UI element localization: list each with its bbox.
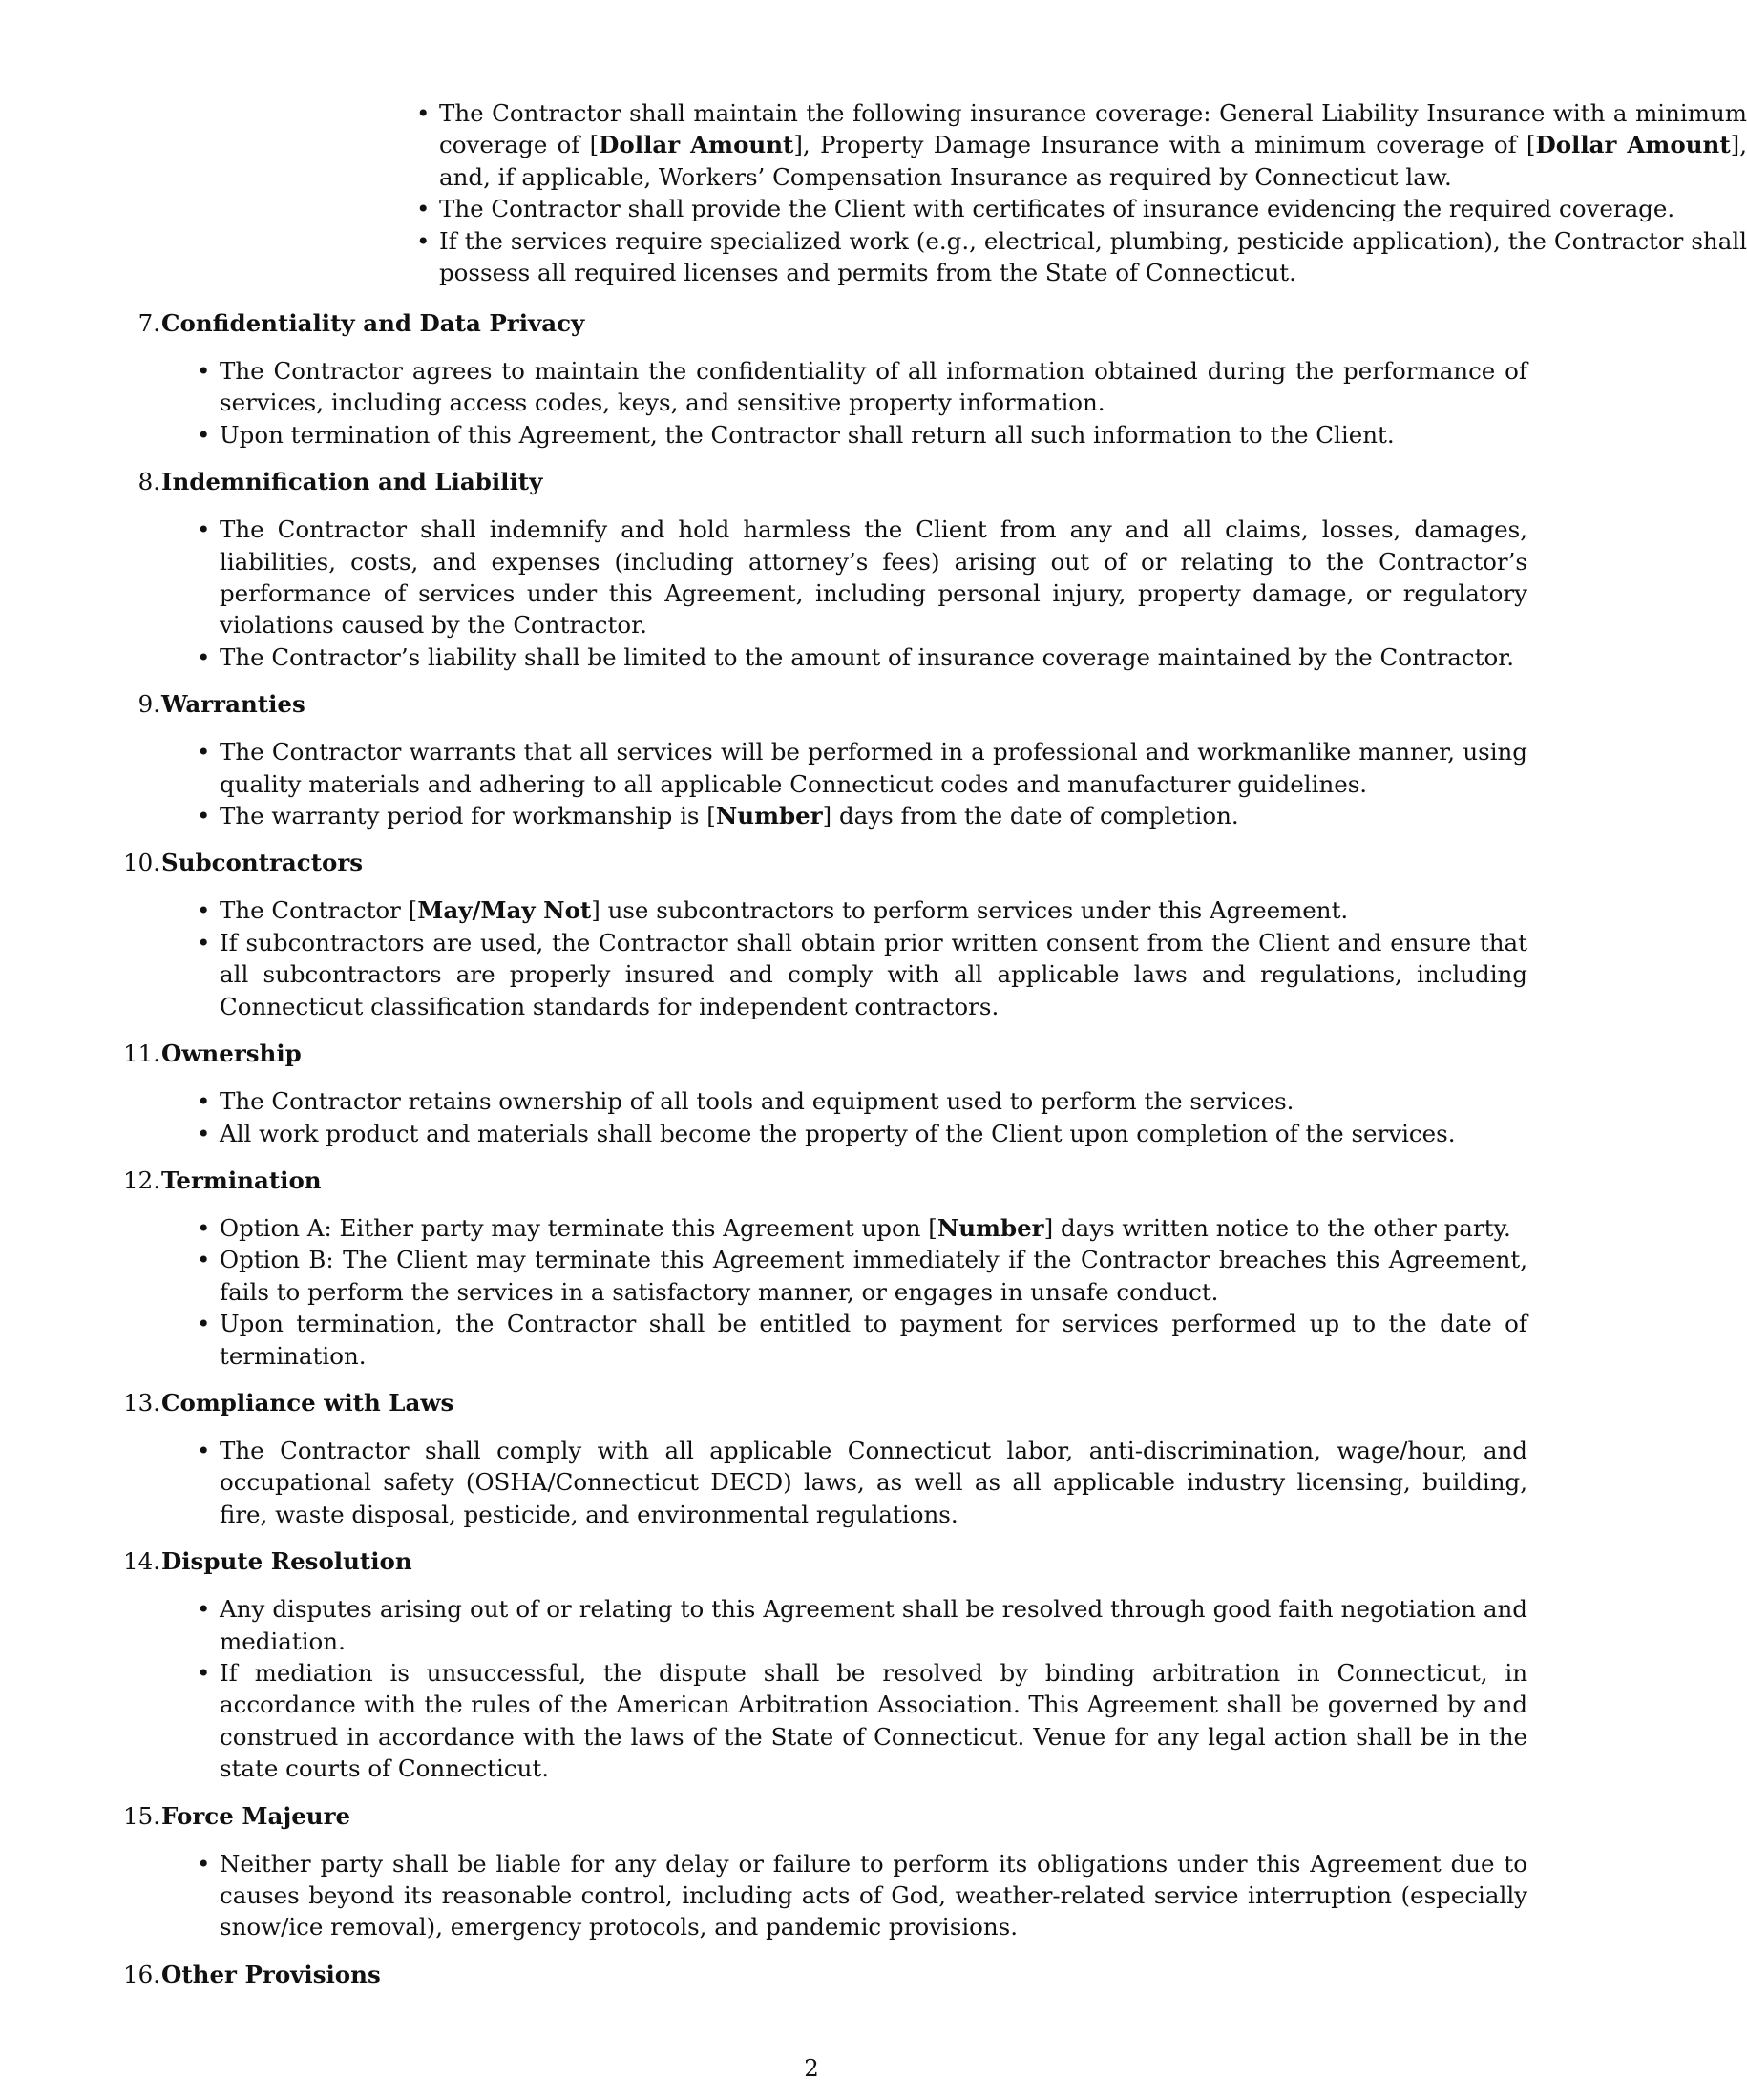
- bullet-item: [220, 1244, 1527, 1308]
- section-number: 9.: [137, 690, 160, 719]
- bullet-text: The Contractor shall maintain the following insurance coverage: General Liability Insurance with a minimum coverage of [: [439, 99, 1747, 159]
- bullet-text: If the services require specialized work (e.g., electrical, plumbing, pesticide application), the Contractor shall possess all required licenses and permits from the State of Connecticut.: [439, 226, 1747, 287]
- bullet-item: [220, 1848, 1527, 1943]
- section-title: Indemnification and Liability: [161, 468, 543, 496]
- bullet-text: ], Property Damage Insurance with a minimum coverage of [: [793, 131, 1536, 159]
- section: [0, 688, 1623, 831]
- bullet-text: The Contractor retains ownership of all tools and equipment used to perform the services.: [220, 1087, 1294, 1116]
- section-title: Confidentiality and Data Privacy: [161, 309, 585, 337]
- bullet-text: The warranty period for workmanship is [: [220, 802, 716, 830]
- placeholder-field-text: Dollar Amount: [1535, 131, 1731, 159]
- section: [0, 1387, 1623, 1530]
- bullet-text: The Contractor’s liability shall be limited to the amount of insurance coverage maintained by the Contractor.: [220, 642, 1515, 671]
- bullet-item: [220, 1593, 1527, 1657]
- bullet-text: If subcontractors are used, the Contractor shall obtain prior written consent from the Client and ensure that all subcontractors are properly insured and comply with all applicable laws and regulations, including Connecticut classification standards for independent contractors.: [220, 928, 1527, 1020]
- section: [0, 1545, 1623, 1784]
- section-heading: [0, 307, 1623, 340]
- bullet-text: ] days written notice to the other party.: [1043, 1213, 1511, 1242]
- bullet-text: Upon termination of this Agreement, the Contractor shall return all such information to the Client.: [220, 420, 1395, 449]
- section-heading: [0, 1959, 1623, 1991]
- section-bullet-list: [0, 1593, 1527, 1784]
- bullet-text: ], and, if applicable, Workers’ Compensation Insurance as required by Connecticut law.: [439, 131, 1747, 191]
- section-heading: [0, 466, 1623, 498]
- bullet-item: [220, 1118, 1527, 1149]
- bullet-item: [220, 514, 1527, 641]
- section-bullet-list: [0, 736, 1527, 831]
- section: [0, 847, 1623, 1022]
- bullet-item: [220, 1308, 1527, 1372]
- bullet-item: [220, 1435, 1527, 1530]
- bullet-item: [439, 193, 1747, 224]
- section-number: 16.: [123, 1960, 160, 1988]
- bullet-text: ] use subcontractors to perform services under this Agreement.: [591, 896, 1349, 925]
- bullet-item: [220, 736, 1527, 800]
- section: [0, 307, 1623, 451]
- bullet-text: Neither party shall be liable for any delay or failure to perform its obligations under this Agreement due to causes beyond its reasonable control, including acts of God, weather-related service interruption (especially snow/ice removal), emergency protocols, and pandemic provisions.: [220, 1849, 1527, 1942]
- section-bullet-list: [0, 1212, 1527, 1372]
- section-list: [0, 307, 1623, 2006]
- section: [0, 466, 1623, 673]
- section-heading: [0, 1800, 1623, 1833]
- section-title: Other Provisions: [161, 1960, 381, 1988]
- section-heading: [0, 1387, 1623, 1419]
- bullet-text: Option A: Either party may terminate this Agreement upon [: [220, 1213, 937, 1242]
- section-title: Termination: [161, 1166, 322, 1194]
- section-heading: [0, 1165, 1623, 1197]
- section-number: 10.: [123, 849, 160, 877]
- section-title: Compliance with Laws: [161, 1388, 454, 1417]
- placeholder-field-text: Dollar Amount: [599, 131, 794, 159]
- bullet-item: [439, 97, 1747, 193]
- section-bullet-list: [0, 1848, 1527, 1943]
- bullet-item: [439, 225, 1747, 289]
- section-heading: [0, 1545, 1623, 1578]
- bullet-item: [220, 800, 1527, 831]
- section-bullet-list: [0, 1435, 1527, 1530]
- section-heading: [0, 688, 1623, 721]
- section-number: 12.: [123, 1166, 160, 1194]
- section-number: 7.: [137, 309, 160, 337]
- bullet-item: [220, 355, 1527, 419]
- section-title: Subcontractors: [161, 849, 364, 877]
- bullet-text: Any disputes arising out of or relating to this Agreement shall be resolved through good faith negotiation and mediation.: [220, 1595, 1527, 1655]
- section: [0, 1038, 1623, 1149]
- bullet-item: [220, 1212, 1527, 1244]
- section-heading: [0, 1038, 1623, 1070]
- placeholder-field-text: May/May Not: [417, 896, 592, 925]
- bullet-text: The Contractor agrees to maintain the confidentiality of all information obtained during the performance of services, including access codes, keys, and sensitive property information.: [220, 357, 1527, 417]
- section-bullet-list: [0, 355, 1527, 451]
- bullet-text: The Contractor shall provide the Client with certificates of insurance evidencing the required coverage.: [439, 195, 1675, 223]
- intro-bullet-list: [220, 97, 1747, 288]
- bullet-text: If mediation is unsuccessful, the dispute shall be resolved by binding arbitration in Connecticut, in accordance with the rules of the American Arbitration Association. This Agreement shall be governed by and construed in accordance with the laws of the State of Connecticut. Venue for any legal action shall be in the state courts of Connecticut.: [220, 1658, 1527, 1783]
- bullet-item: [220, 894, 1527, 926]
- section-title: Ownership: [161, 1040, 302, 1068]
- bullet-text: The Contractor [: [220, 896, 418, 925]
- section-title: Dispute Resolution: [161, 1547, 412, 1576]
- bullet-text: ] days from the date of completion.: [822, 802, 1239, 830]
- bullet-text: Option B: The Client may terminate this Agreement immediately if the Contractor breaches this Agreement, fails to perform the services in a satisfactory manner, or engages in unsafe conduct.: [220, 1246, 1527, 1306]
- section-title: Force Majeure: [161, 1801, 351, 1830]
- placeholder-field-text: Number: [715, 802, 823, 830]
- bullet-text: The Contractor warrants that all services will be performed in a professional and workmanlike manner, using quality materials and adhering to all applicable Connecticut codes and manufacturer guidelines.: [220, 738, 1527, 798]
- section-number: 14.: [123, 1547, 160, 1576]
- section-bullet-list: [0, 1085, 1527, 1149]
- section: [0, 1165, 1623, 1372]
- bullet-text: Upon termination, the Contractor shall be entitled to payment for services performed up to the date of termination.: [220, 1310, 1527, 1370]
- section: [0, 1959, 1623, 1991]
- section-bullet-list: [0, 894, 1527, 1022]
- bullet-item: [220, 927, 1527, 1022]
- section: [0, 1800, 1623, 1943]
- section-bullet-list: [0, 514, 1527, 673]
- bullet-item: [220, 1657, 1527, 1785]
- section-number: 8.: [137, 468, 160, 496]
- section-number: 11.: [123, 1040, 160, 1068]
- bullet-text: The Contractor shall indemnify and hold harmless the Client from any and all claims, losses, damages, liabilities, costs, and expenses (including attorney’s fees) arising out of or relating to the Contractor’s performance of services under this Agreement, including personal injury, property damage, or regulatory violations caused by the Contractor.: [220, 515, 1527, 640]
- section-title: Warranties: [161, 690, 305, 719]
- bullet-text: The Contractor shall comply with all applicable Connecticut labor, anti-discrimination, wage/hour, and occupational safety (OSHA/Connecticut DECD) laws, as well as all applicable industry licensing, building, fire, waste disposal, pesticide, and environmental regulations.: [220, 1436, 1527, 1528]
- bullet-item: [220, 1085, 1527, 1117]
- bullet-item: [220, 641, 1527, 673]
- placeholder-field-text: Number: [937, 1213, 1044, 1242]
- section-number: 13.: [123, 1388, 160, 1417]
- bullet-text: All work product and materials shall become the property of the Client upon completion of the services.: [220, 1119, 1456, 1147]
- bullet-item: [220, 419, 1527, 451]
- page-number: 2: [804, 2054, 819, 2082]
- section-heading: [0, 847, 1623, 879]
- section-number: 15.: [123, 1801, 160, 1830]
